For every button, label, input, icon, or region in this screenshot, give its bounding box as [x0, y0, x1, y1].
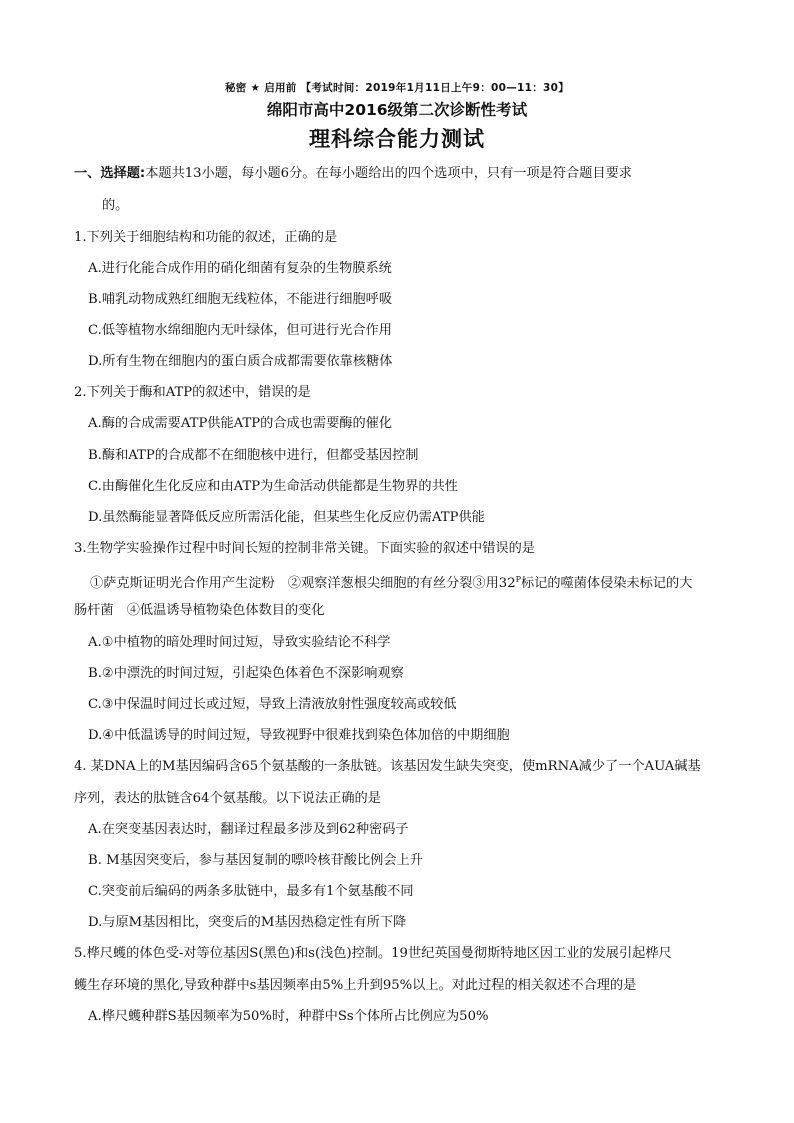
q1-stem: 1.下列关于细胞结构和功能的叙述，正确的是	[74, 230, 338, 245]
q1-option-d: D.所有生物在细胞内的蛋白质合成都需要依靠核糖体	[88, 354, 393, 369]
q4-option-d: D.与原M基因相比，突变后的M基因热稳定性有所下降	[88, 915, 407, 930]
section-intro-text: 本题共13小题，每小题6分。在每小题给出的四个选项中，只有一项是符合题目要求	[145, 166, 632, 181]
secret-line: 秘密 ★ 启用前 【考试时间：2019年1月11日上午9：00—11：30】	[224, 82, 570, 94]
q3-exp-text-2: 标记的噬菌体侵染未标记的大	[520, 576, 693, 591]
q4-stem: 4. 某DNA上的M基因编码含65个氨基酸的一条肽链。该基因发生缺失突变，使mRNA减少了一个AUA碱基	[74, 759, 701, 774]
section-label: 一、选择题:	[74, 166, 146, 181]
exam-subject: 理科综合能力测试	[309, 127, 485, 151]
q3-option-b: B.②中漂洗的时间过短，引起染色体着色不深影响观察	[88, 666, 404, 681]
q3-exp-superscript: P	[515, 575, 521, 584]
q1-option-b: B.哺乳动物成熟红细胞无线粒体，不能进行细胞呼吸	[88, 292, 393, 307]
q4-option-b: B. M基因突变后，参与基因复制的嘌呤核苷酸比例会上升	[88, 853, 423, 868]
q4-option-a: A.在突变基因表达时，翻译过程最多涉及到62种密码子	[88, 822, 409, 837]
q2-stem: 2.下列关于酶和ATP的叙述中，错误的是	[74, 385, 311, 400]
q4-option-c: C.突变前后编码的两条多肽链中，最多有1个氨基酸不同	[88, 884, 414, 899]
q1-option-a: A.进行化能合成作用的硝化细菌有复杂的生物膜系统	[88, 261, 392, 276]
q1-option-c: C.低等植物水绵细胞内无叶绿体，但可进行光合作用	[88, 323, 392, 338]
q3-option-a: A.①中植物的暗处理时间过短，导致实验结论不科学	[88, 635, 391, 650]
q4-stem-cont: 序列，表达的肽链含64个氨基酸。以下说法正确的是	[74, 791, 381, 806]
q3-stem: 3.生物学实验操作过程中时间长短的控制非常关键。下面实验的叙述中错误的是	[74, 541, 535, 556]
exam-header	[0, 80, 794, 156]
exam-title: 绵阳市高中2016级第二次诊断性考试	[266, 101, 528, 119]
q5-option-a: A.桦尺蠖种群S基因频率为50%时，种群中Ss个体所占比例应为50%	[88, 1009, 489, 1024]
q3-option-c: C.③中保温时间过长或过短，导致上清液放射性强度较高或较低	[88, 697, 457, 712]
q3-experiments-cont: 肠杆菌 ④低温诱导植物染色体数目的变化	[74, 603, 325, 618]
q2-option-d: D.虽然酶能显著降低反应所需活化能，但某些生化反应仍需ATP供能	[88, 510, 485, 525]
q3-exp-text-1: ①萨克斯证明光合作用产生淀粉 ②观察洋葱根尖细胞的有丝分裂③用32	[90, 576, 516, 591]
q2-option-a: A.酶的合成需要ATP供能ATP的合成也需要酶的催化	[88, 416, 393, 431]
q5-stem-cont: 蠖生存环境的黑化,导致种群中s基因频率由5%上升到95%以上。对此过程的相关叙述不合理的是	[74, 978, 637, 993]
q5-stem: 5.桦尺蠖的体色受-对等位基因S(黑色)和s(浅色)控制。19世纪英国曼彻斯特地区因工业的发展引起桦尺	[74, 946, 672, 961]
q2-option-b: B.酶和ATP的合成都不在细胞核中进行，但都受基因控制	[88, 448, 419, 463]
section-intro	[74, 164, 632, 184]
q3-experiments	[90, 570, 692, 590]
section-intro-cont: 的。	[102, 198, 129, 213]
q2-option-c: C.由酶催化生化反应和由ATP为生命活动供能都是生物界的共性	[88, 479, 458, 494]
q3-option-d: D.④中低温诱导的时间过短，导致视野中很难找到染色体加倍的中期细胞	[88, 728, 510, 743]
